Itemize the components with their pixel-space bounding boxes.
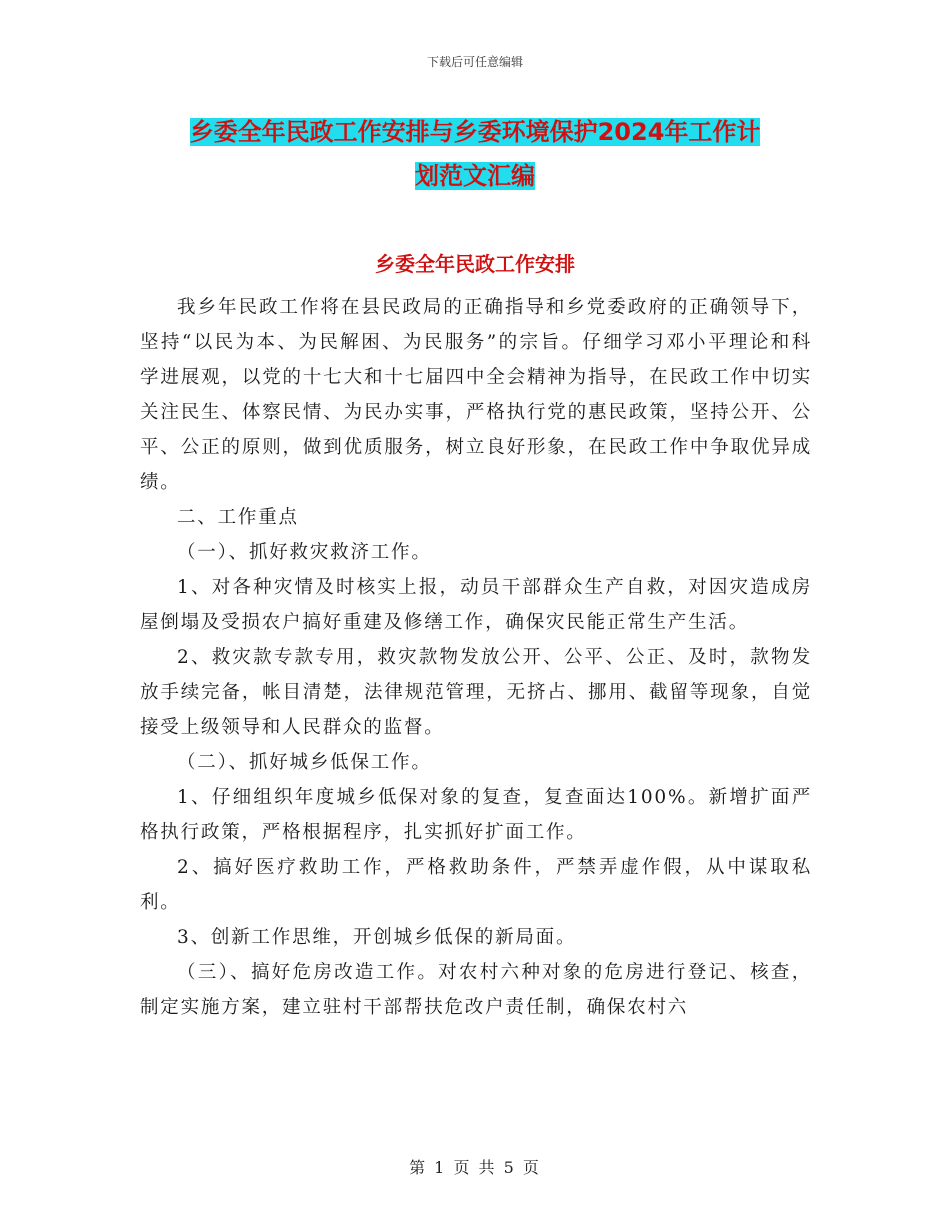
document-body [140,290,812,1025]
document-title-line-1: 乡委全年民政工作安排与乡委环境保护2024年工作计 [189,118,761,146]
document-title-line-2: 划范文汇编 [415,162,535,190]
paragraph: 2、救灾款专款专用，救灾款物发放公开、公平、公正、及时，款物发放手续完备，帐目清楚，法律规范管理，无挤占、挪用、截留等现象，自觉接受上级领导和人民群众的监督。 [140,647,812,738]
paragraph: （三）、搞好危房改造工作。对农村六种对象的危房进行登记、核查，制定实施方案，建立驻村干部帮扶危改户责任制，确保农村六 [140,962,812,1018]
paragraph: 1、对各种灾情及时核实上报，动员干部群众生产自救，对因灾造成房屋倒塌及受损农户搞好重建及修缮工作，确保灾民能正常生产生活。 [140,577,812,633]
paragraph: 2、搞好医疗救助工作，严格救助条件，严禁弄虚作假，从中谋取私利。 [140,857,812,913]
paragraph: （一）、抓好救灾救济工作。 [177,542,432,563]
section-title: 乡委全年民政工作安排 [375,252,575,276]
header-note: 下载后可任意编辑 [426,55,523,69]
document-title [140,110,810,198]
paragraph: （二）、抓好城乡低保工作。 [177,752,432,773]
page-footer: 第 1 页 共 5 页 [409,1158,541,1177]
paragraph: 二、工作重点 [177,507,299,528]
paragraph: 1、仔细组织年度城乡低保对象的复查，复查面达100%。新增扩面严格执行政策，严格根据程序，扎实抓好扩面工作。 [140,787,812,843]
paragraph: 3、创新工作思维，开创城乡低保的新局面。 [177,927,577,948]
paragraph: 我乡年民政工作将在县民政局的正确指导和乡党委政府的正确领导下，坚持“以民为本、为民解困、为民服务”的宗旨。仔细学习邓小平理论和科学进展观，以党的十七大和十七届四中全会精神为指导，在民政工作中切实关注民生、体察民情、为民办实事，严格执行党的惠民政策，坚持公开、公平、公正的原则，做到优质服务，树立良好形象，在民政工作中争取优异成绩。 [140,297,812,493]
